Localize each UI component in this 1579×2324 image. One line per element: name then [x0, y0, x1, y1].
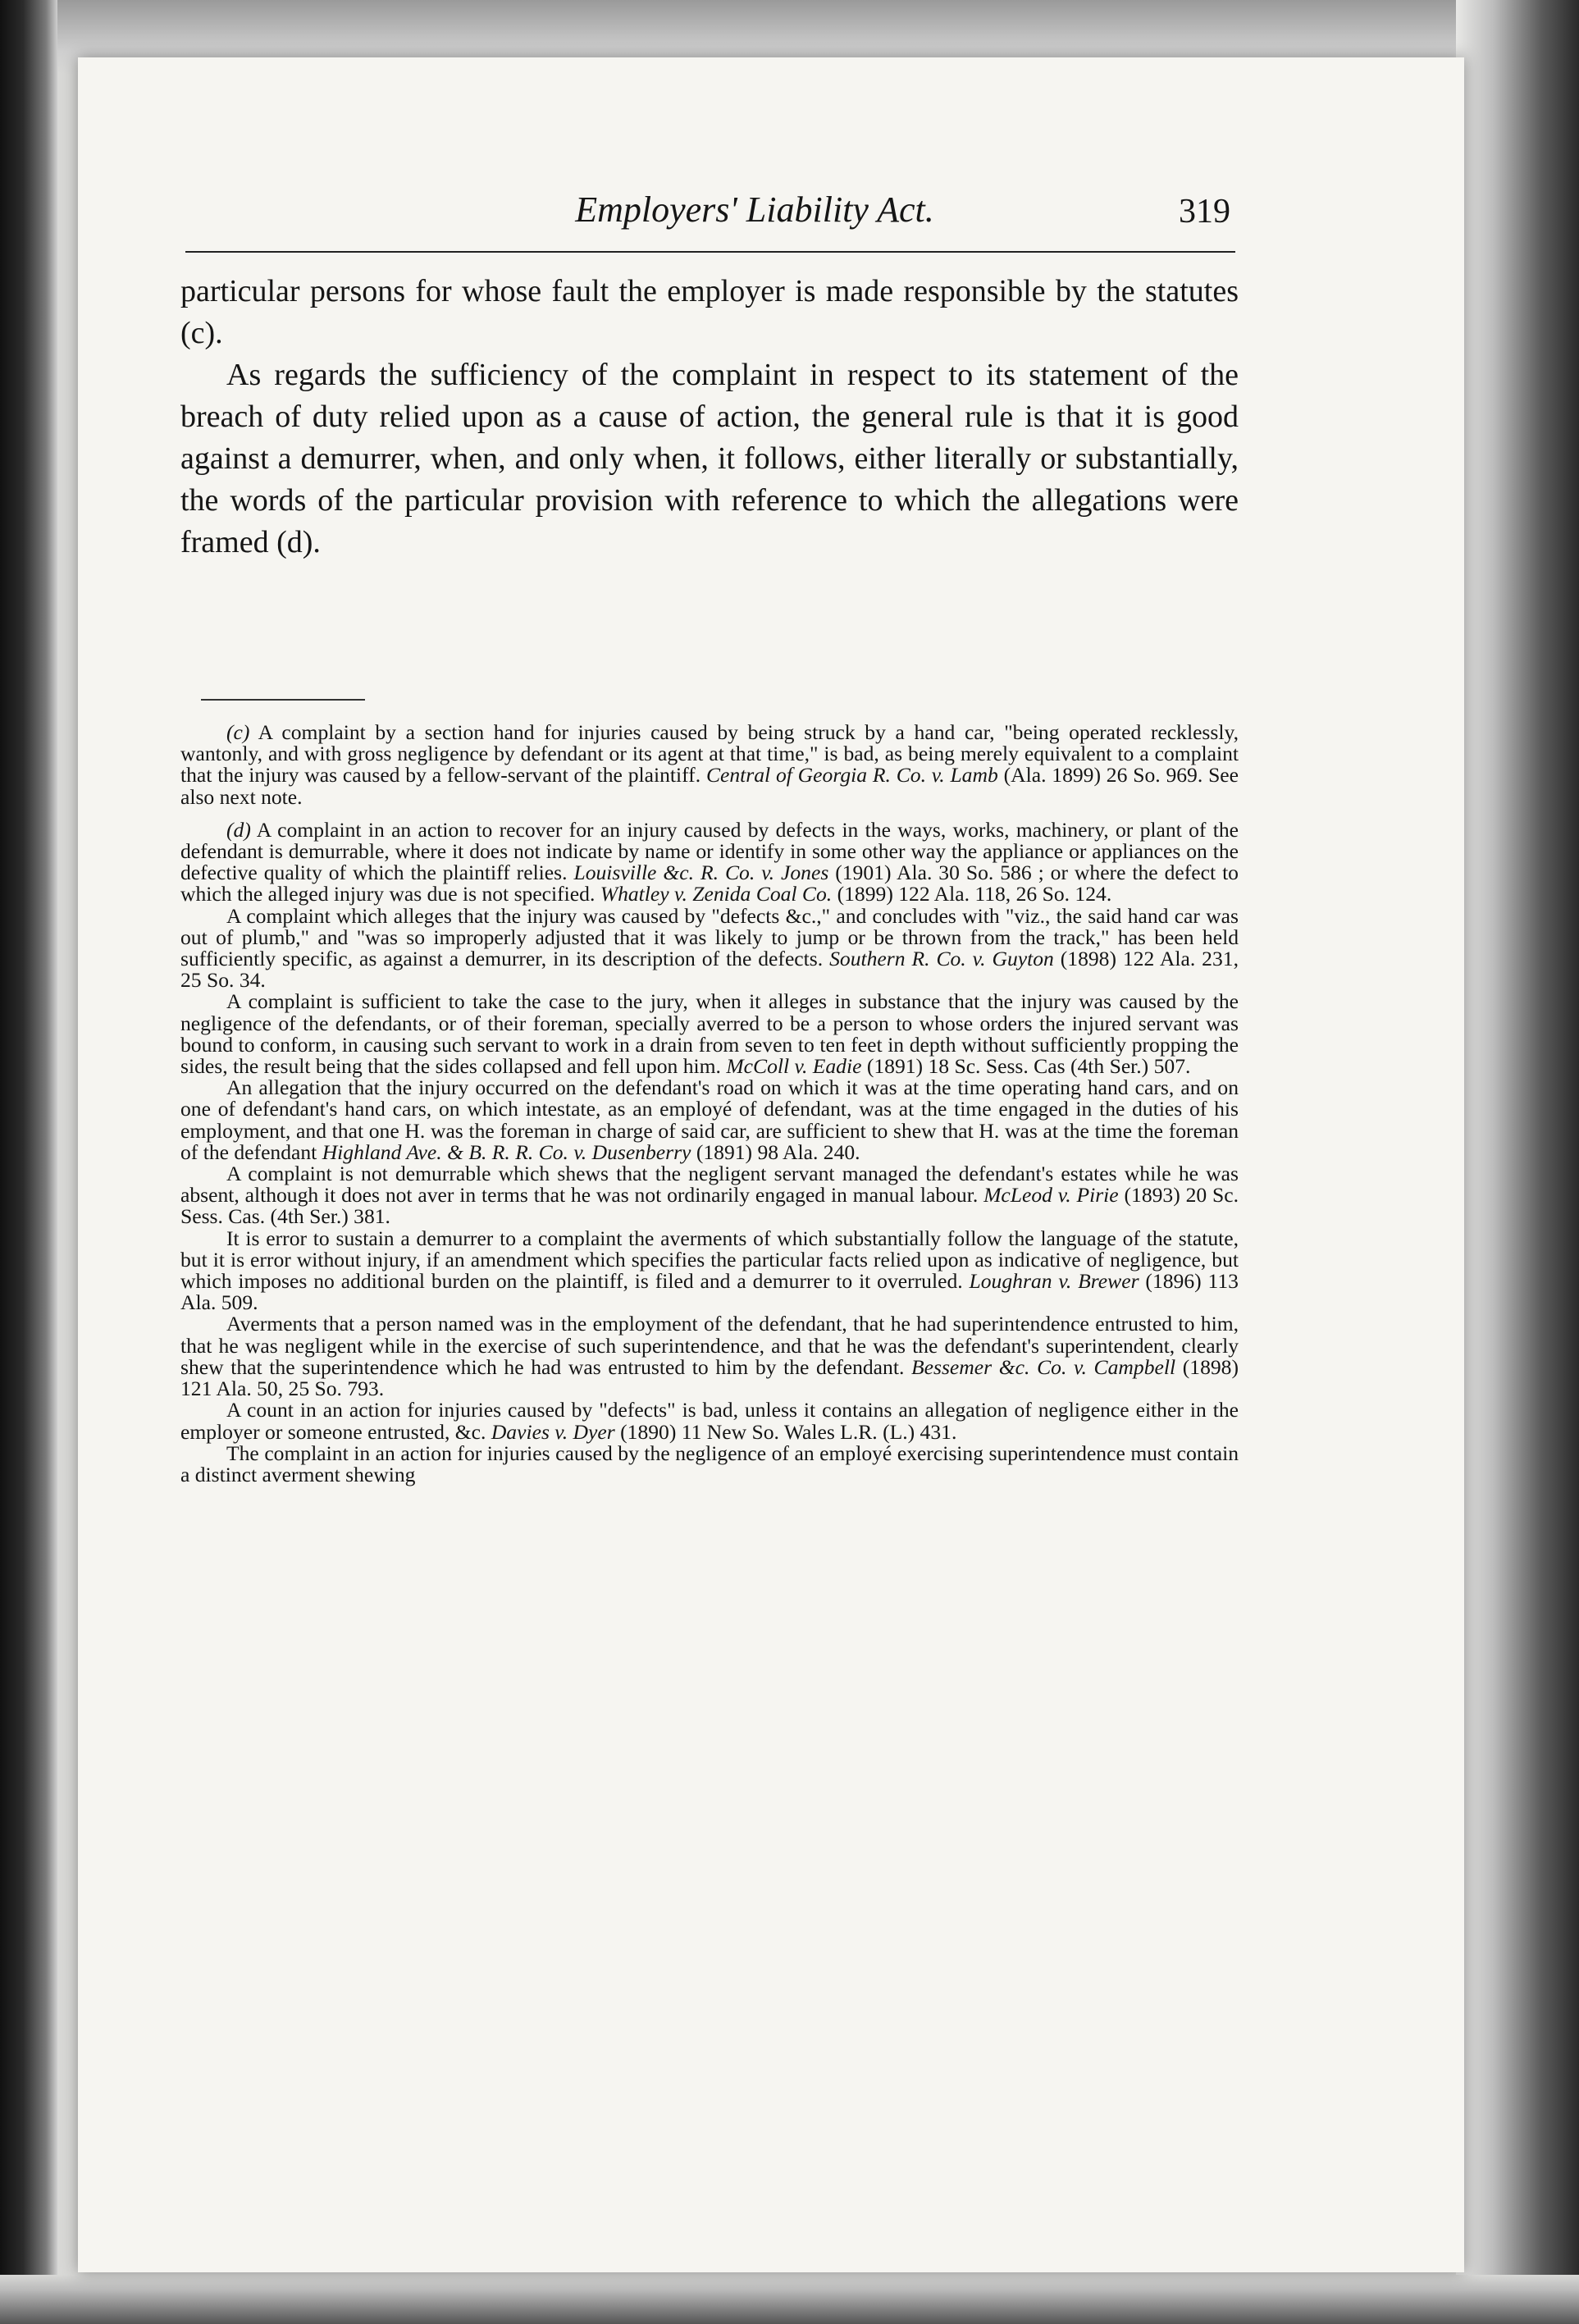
main-paragraph: As regards the sufficiency of the complaint in respect to its statement of the breach of duty relied upon as a cause of action, the general rule is that it is good against a demurrer, when, and only when, it follows, either literally or substantially, the words of the particular provision with reference to which the allegations were framed (d). — [180, 358, 1239, 559]
footnote-paragraph: Averments that a person named was in the employment of the defendant, that he had superintendence entrusted to him, that he was negligent while in the exercise of such superintendence, and that he was the defendant's superintendent, clearly shew that the superintendence which he had was entrusted to him by the defendant. Bessemer &c. Co. v. Campbell (1898) 121 Ala. 50, 25 So. 793. — [180, 1312, 1239, 1401]
scan-edge-bottom — [0, 2275, 1579, 2324]
footnote-c: (c) A complaint by a section hand for injuries caused by being struck by a hand car, "being operated recklessly, wantonly, and with gross negligence by defendant or its agent at that time," is bad, as being merely equivalent to a complaint that the injury was caused by a fellow-servant of the plaintiff. Central of Georgia R. Co. v. Lamb (Ala. 1899) 26 So. 969. See also next note. — [180, 720, 1239, 809]
footnote-paragraph: A complaint is sufficient to take the case to the jury, when it alleges in substance that the injury was caused by the negligence of the defendants, or of their foreman, specially averred to be a person to whose orders the injured servant was bound to conform, in causing such servant to work in a drain from seven to ten feet in depth without sufficiently propping the sides, the result being that the sides collapsed and fell upon him. McColl v. Eadie (1891) 18 Sc. Sess. Cas (4th Ser.) 507. — [180, 989, 1239, 1079]
footnote-paragraph: A complaint which alleges that the injury was caused by "defects &c.," and concludes with "viz., the said hand car was out of plumb," and "was so improperly adjusted that it was likely to jump or be thrown from the track," has been held sufficiently specific, as against a demurrer, in its description of the defects. Southern R. Co. v. Guyton (1898) 122 Ala. 231, 25 So. 34. — [180, 903, 1239, 993]
header-rule — [185, 251, 1235, 253]
page-header — [180, 189, 1230, 246]
page-number: 319 — [1179, 193, 1230, 231]
footnotes — [180, 722, 1239, 1486]
running-title: Employers' Liability Act. — [575, 189, 934, 230]
footnote-paragraph: A complaint is not demurrable which shews that the negligent servant managed the defendant's estates while he was absent, although it does not aver in terms that he was not ordinarily engaged in manual labour. McLeod v. Pirie (1893) 20 Sc. Sess. Cas. (4th Ser.) 381. — [180, 1162, 1239, 1229]
footnote-paragraph: An allegation that the injury occurred on the defendant's road on which it was at the time operating hand cars, and on one of defendant's hand cars, on which intestate, as an employé of defendant, was at the time engaged in the duties of his employment, and that one H. was the foreman in charge of said car, are sufficient to shew that H. was at the time the foreman of the defendant Highland Ave. & B. R. R. Co. v. Dusenberry (1891) 98 Ala. 240. — [180, 1075, 1239, 1164]
footnote-paragraph: A count in an action for injuries caused by "defects" is bad, unless it contains an allegation of negligence either in the employer or someone entrusted, &c. Davies v. Dyer (1890) 11 New So. Wales L.R. (L.) 431. — [180, 1398, 1239, 1444]
footnote-paragraph: It is error to sustain a demurrer to a complaint the averments of which substantially follow the language of the statute, but it is error without injury, if an amendment which specifies the particular facts relied upon as indicative of negligence, but which imposes no additional burden on the plaintiff, is filed and a demurrer to it overruled. Loughran v. Brewer (1896) 113 Ala. 509. — [180, 1226, 1239, 1315]
scan-edge-left — [0, 0, 57, 2324]
main-paragraph: particular persons for whose fault the employer is made responsible by the statutes (c). — [180, 274, 1239, 350]
scan-edge-right — [1456, 0, 1579, 2324]
footnote-paragraph: The complaint in an action for injuries caused by the negligence of an employé exercising superintendence must contain a distinct averment shewing — [180, 1441, 1239, 1486]
footnote-rule — [201, 699, 365, 701]
footnote-d: (d) A complaint in an action to recover for an injury caused by defects in the ways, works, machinery, or plant of the defendant is demurrable, where it does not indicate by name or identify in some other way the appliance or appliances on the defective quality of which the plaintiff relies. Louisville &c. R. Co. v. Jones (1901) Ala. 30 So. 586 ; or where the defect to which the alleged injury was due is not specified. Whatley v. Zenida Coal Co. (1899) 122 Ala. 118, 26 So. 124. — [180, 817, 1239, 906]
main-text — [180, 271, 1239, 564]
